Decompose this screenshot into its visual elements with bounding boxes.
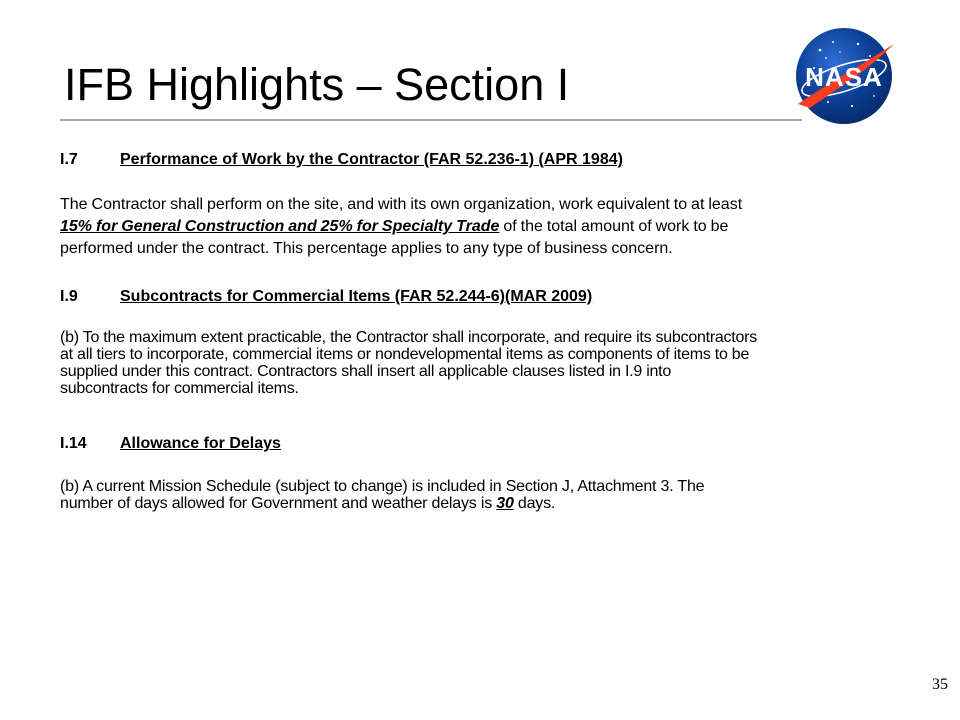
section-i14-number: I.14 (60, 435, 87, 452)
section-i9-body (60, 329, 890, 397)
slide-title: IFB Highlights – Section I (64, 59, 570, 110)
section-i14-line: (b) A current Mission Schedule (subject to change) is included in Section J, Attachment 3. The (60, 478, 705, 495)
section-i7-emphasis: 15% for General Construction and 25% for Specialty Trade (60, 218, 500, 235)
section-i14-line-end: days. (513, 495, 556, 512)
section-i9-line: (b) To the maximum extent practicable, the Contractor shall incorporate, and require its subcontractors (60, 329, 757, 346)
section-i9-title: Subcontracts for Commercial Items (FAR 52.244-6)(MAR 2009) (120, 288, 593, 305)
section-i7-number: I.7 (60, 151, 78, 168)
section-i7-heading (60, 150, 623, 170)
logo-text: NASA (805, 62, 883, 92)
section-i9-heading (60, 287, 592, 307)
title-divider (60, 119, 802, 121)
section-i14-body (60, 478, 890, 512)
section-i7-line: The Contractor shall perform on the site, and with its own organization, work equivalent to at least (60, 196, 743, 213)
section-i7-line-rest: of the total amount of work to be (499, 218, 729, 235)
section-i9-line: at all tiers to incorporate, commercial items or nondevelopmental items as components of items to be (60, 346, 750, 363)
section-i14-line (60, 495, 890, 512)
section-i9-number: I.9 (60, 288, 78, 305)
page-number: 35 (932, 676, 948, 693)
section-i7-line (60, 216, 890, 238)
nasa-meatball-logo-icon (788, 22, 900, 130)
section-i14-emphasis: 30 (496, 495, 514, 512)
section-i7-line: performed under the contract. This percentage applies to any type of business concern. (60, 240, 673, 257)
section-i7-title: Performance of Work by the Contractor (FAR 52.236-1) (APR 1984) (120, 151, 623, 168)
section-i14-line-start: number of days allowed for Government and weather delays is (60, 495, 497, 512)
section-i7-body (60, 194, 890, 260)
section-i14-heading (60, 434, 281, 454)
section-i14-title: Allowance for Delays (120, 435, 281, 452)
section-i9-line: subcontracts for commercial items. (60, 380, 299, 397)
section-i9-line: supplied under this contract. Contractors shall insert all applicable clauses listed in I.9 into (60, 363, 671, 380)
